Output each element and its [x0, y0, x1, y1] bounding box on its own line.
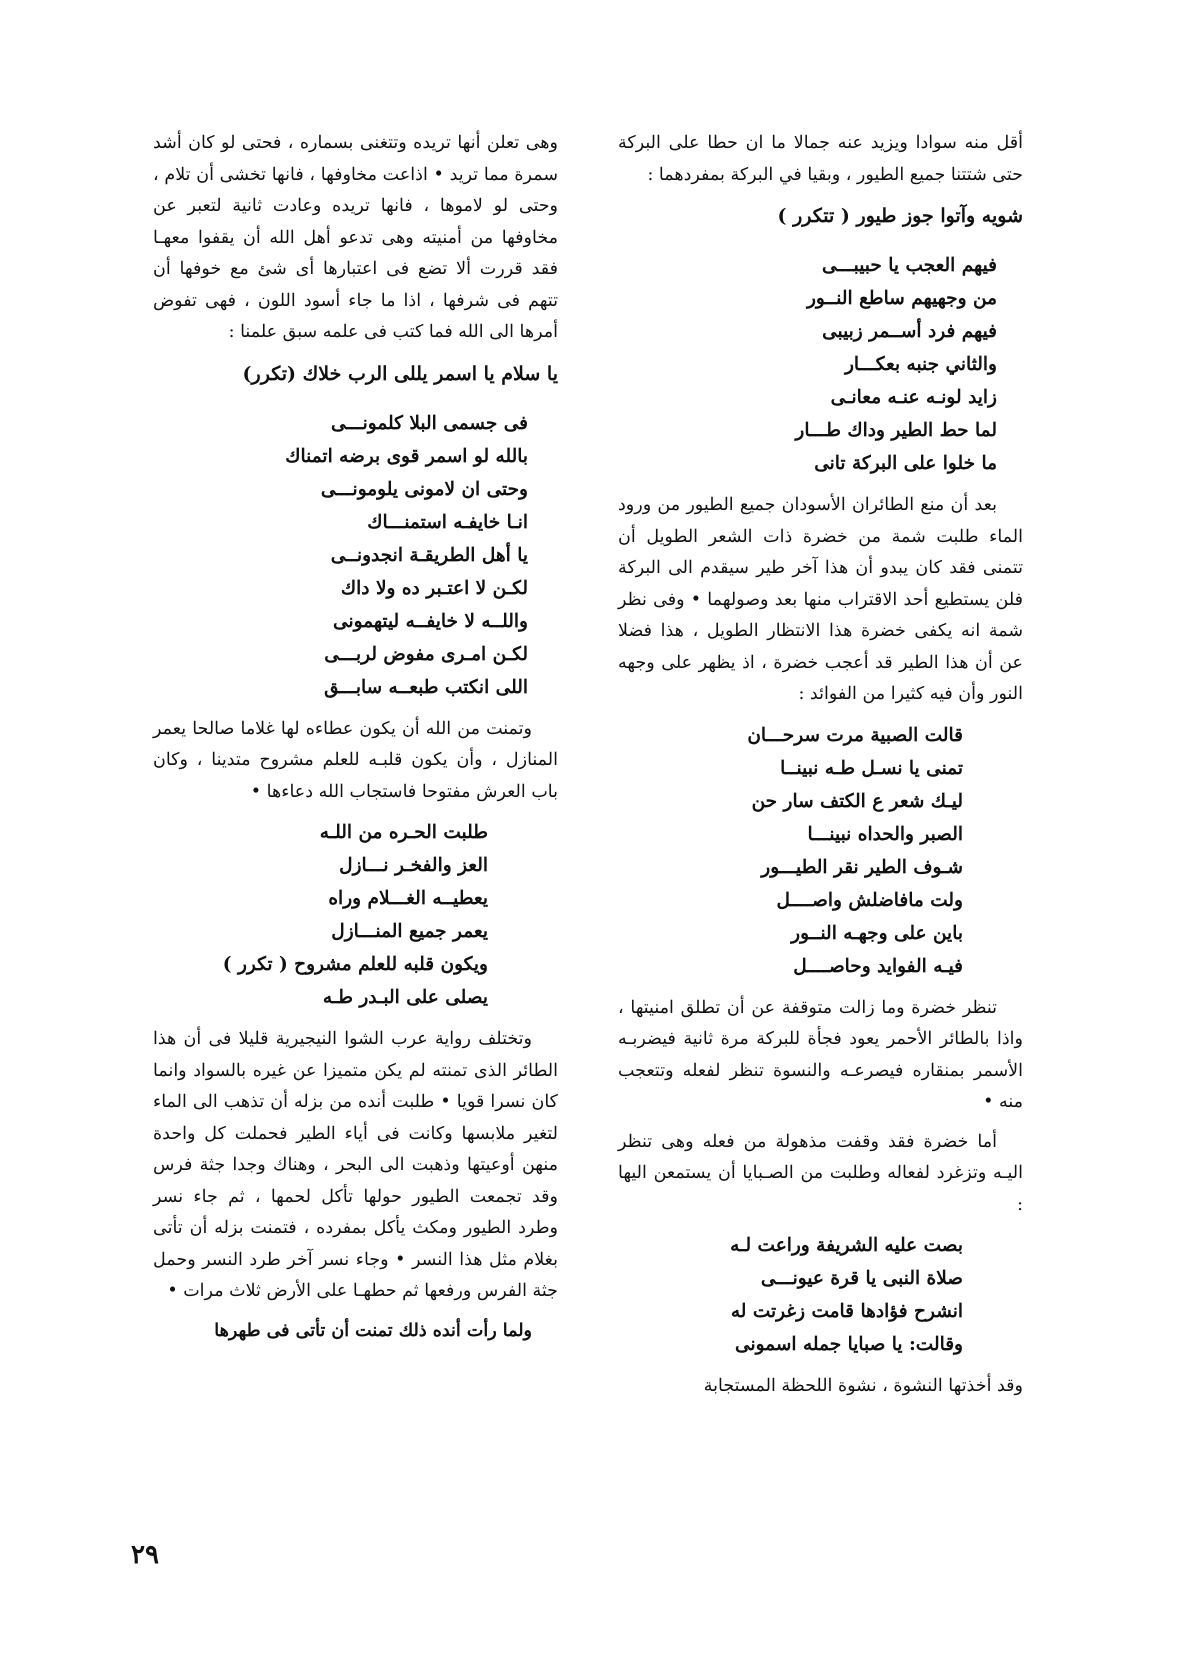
- right-paragraph-2: بعد أن منع الطائران الأسودان جميع الطيور من ورود الماء طلبت شمة من خضرة ذات الشعر الطويل أن تتمنى فقد كان يبدو أن هذا آخر طير سيقدم الى البركة فلن يستطيع أحد الاقتراب منها بعد وصولهما • وفى نظر شمة انه يكفى خضرة هذا الانتظار الطويل ، هذا فضلا عن أن هذا الطير قد أعجب خضرة ، اذ يظهر على وجهه النور وأن فيه كثيرا من الفوائد :: [618, 495, 1023, 704]
- verse-line: الصبر والحداه نبينـــا: [807, 823, 963, 845]
- verse-line: وقالت: يا صبايا جمله اسمونى: [735, 1334, 963, 1355]
- right-verse-1: [618, 249, 1023, 480]
- verse-line: لكـن لا اعتـبر ده ولا داك: [340, 577, 528, 599]
- right-paragraph-1: أقل منه سوادا ويزيد عنه جمالا ما ان حطا على البركة حتى شتتنا جميع الطيور ، وبقيا في البركة بمفردهما :: [618, 133, 1023, 185]
- left-paragraph-3: وتختلف رواية عرب الشوا النيجيرية قليلا فى أن هذا الطائر الذى تمنته لم يكن متميزا عن غيره بالسواد وانما كان نسرا قويا • طلبت أنده من بزله أن تذهب الى الماء لتغير ملابسها وكانت فى أياء الطير فحملت كل واحدة منهن أوعيتها وذهبت الى البحر ، وهناك وجدا جثة فرس وقد تجمعت الطيور حولها تأكل لحمها ، ثم جاء نسر وطرد الطيور ومكث يأكل بمفرده ، فتمنت بزله أن تأتى بغلام مثل هذا النسر • وجاء نسر آخر طرد النسر وحمل جثة الفرس ورفعها ثم حطهـا على الأرض ثلاث مرات •: [153, 1029, 558, 1301]
- left-verse-2: [153, 816, 558, 1014]
- verse-line: اللى انكتب طبعــه سابـــق: [324, 676, 528, 698]
- verse-line: يعطيــه الغـــلام وراه: [328, 888, 488, 909]
- verse-line: بصت عليه الشريفة وراعت لـه: [730, 1235, 963, 1256]
- verse-line: ما خلوا على البركة تانى: [814, 453, 997, 474]
- verse-line: ولت مافاضلش واصــــل: [776, 889, 963, 911]
- right-verse-3: [618, 1229, 1023, 1361]
- left-refrain-1: يا سلام يا اسمر يللى الرب خلاك (تكرر): [242, 362, 558, 385]
- left-paragraph-2: وتمنت من الله أن يكون عطاءه لها غلاما صالحا يعمر المنازل ، وأن يكون قلبـه للعلم مشروح متدينا ، وكان باب العرش مفتوحا فاستجاب الله دعاءها •: [153, 718, 558, 802]
- verse-line: بالله لو اسمر قوى برضه اتمناك: [285, 445, 528, 467]
- verse-line: من وجهيهم ساطع النــور: [806, 288, 997, 309]
- verse-line: والثاني جنبه بعكـــار: [844, 354, 997, 375]
- right-column: [618, 128, 1023, 1411]
- verse-line: ويكون قلبه للعلم مشروح ( تكرر ): [222, 954, 488, 975]
- verse-line: لما حط الطير وداك طـــار: [795, 420, 997, 441]
- verse-line: فيـه الفوايد وحاصــــل: [793, 955, 963, 977]
- right-paragraph-4: أما خضرة فقد وقفت مذهولة من فعله وهى تنظر اليـه وتزغرد لفعاله وطلبت من الصـبايا أن يستمعن اليها :: [618, 1131, 1023, 1215]
- verse-line: يعمر جميع المنـــازل: [331, 921, 488, 942]
- verse-line: فى جسمى البلا كلمونـــى: [330, 412, 528, 434]
- right-paragraph-3: تنظر خضرة وما زالت متوقفة عن أن تطلق امنيتها ، واذا بالطائر الأحمر يعود فجأة للبركة مرة ثانية فيضربـه الأسمر بمنقاره فيصرعـه والنسوة تنظر لفعله وتتعجب منه •: [618, 997, 1023, 1112]
- verse-line: العز والفخـر نـــازل: [339, 855, 488, 876]
- left-paragraph-4: ولما رأت أنده ذلك تمنت أن تأتى فى طهرها: [214, 1320, 532, 1341]
- left-paragraph-1: وهى تعلن أنها تريده وتتغنى بسماره ، فحتى لو كان أشد سمرة مما تريد • اذاعت مخاوفها ، فانها تخشى أن تلام ، وحتى لو لاموها ، فانها تريده وعادت ثانية لتعبر عن مخاوفها من أمنيته وهى تدعو أهل الله أن يقفوا معهـا فقد قررت ألا تضع فى اعتبارها أى شئ مع خوفها أن تتهم فى شرفها ، اذا ما جاء أسود اللون ، فهى تفوض أمرها الى الله فما كتب فى علمه سبق علمنا :: [153, 133, 558, 342]
- verse-line: طلبت الحـره من اللـه: [319, 822, 488, 843]
- verse-line: قالت الصبية مرت سرحـــان: [747, 724, 963, 746]
- verse-line: فيهم فرد أســمر زبيبى: [822, 321, 997, 342]
- left-column: [153, 128, 558, 1355]
- verse-line: يصلى على البـدر طـه: [322, 987, 488, 1008]
- right-paragraph-5: وقد أخذتها النشوة ، نشوة اللحظة المستجابة: [703, 1376, 1023, 1396]
- verse-line: ليـك شعر ع الكتف سار حن: [751, 790, 963, 812]
- verse-line: واللــه لا خايفــه ليتهمونى: [333, 610, 528, 632]
- left-verse-1: [153, 407, 558, 704]
- verse-line: انشرح فؤادها قامت زغرتت له: [730, 1301, 963, 1322]
- verse-line: انـا خايفـه استمنـــاك: [367, 511, 528, 533]
- verse-line: زايد لونـه عنـه معانـى: [830, 387, 997, 408]
- verse-line: شـوف الطير نقر الطيـــور: [761, 856, 963, 878]
- verse-line: وحتى ان لامونى يلومونـــى: [320, 478, 528, 500]
- verse-line: صلاة النبى يا قرة عيونـــى: [760, 1268, 963, 1289]
- verse-line: لكـن امـرى مفوض لربـــى: [324, 643, 528, 665]
- verse-line: باين على وجهـه النــور: [791, 922, 963, 944]
- verse-line: تمنى يا نسـل طـه نبينــا: [780, 757, 963, 779]
- right-refrain-1: شويه وآتوا جوز طيور ( تتكرر ): [777, 205, 1023, 227]
- page-number: ٢٩: [131, 1540, 159, 1570]
- verse-line: يا أهل الطريقـة انجدونــى: [330, 544, 528, 566]
- right-verse-2: [618, 719, 1023, 983]
- verse-line: فيهم العجب يا حبيبـــى: [821, 255, 997, 276]
